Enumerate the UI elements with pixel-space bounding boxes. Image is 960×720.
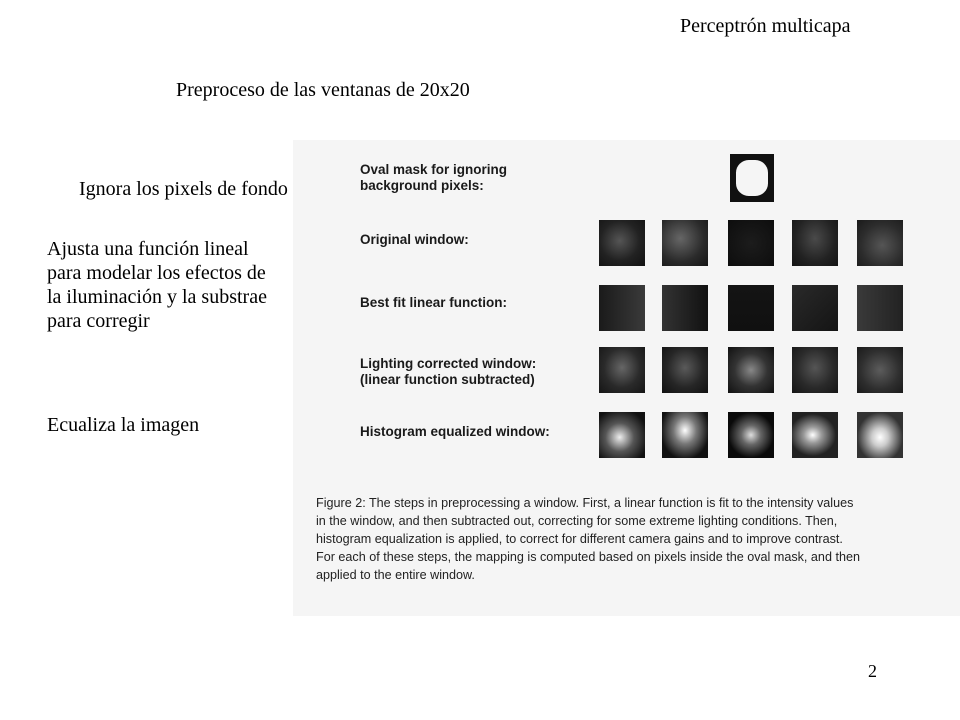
caption-line: Figure 2: The steps in preprocessing a window. First, a linear function is fit to the intensity values [316,496,854,510]
slide-subtitle: Preproceso de las ventanas de 20x20 [176,79,470,101]
face-thumbnail [728,285,774,331]
face-thumbnail [662,347,708,393]
face-thumbnail [662,412,708,458]
caption-line: applied to the entire window. [316,568,475,582]
label-oval-mask [360,162,507,194]
step-linear-fit [47,237,327,333]
face-thumbnail [599,412,645,458]
face-thumbnail [857,347,903,393]
caption-line: For each of these steps, the mapping is computed based on pixels inside the oval mask, and then [316,550,860,564]
face-thumbnail [792,220,838,266]
step-ignore-background: Ignora los pixels de fondo [79,178,288,200]
label-lighting-corrected [360,356,536,388]
face-thumbnail [792,347,838,393]
slide-title: Perceptrón multicapa [680,15,851,37]
preprocessing-figure [293,140,960,616]
face-thumbnail [662,285,708,331]
face-thumbnail [599,347,645,393]
caption-line: histogram equalization is applied, to correct for different camera gains and to improve contrast. [316,532,843,546]
label-lighting-line: (linear function subtracted) [360,372,535,387]
figure-caption [316,494,956,584]
face-thumbnail [728,412,774,458]
page-number: 2 [868,661,877,681]
face-thumbnail [599,220,645,266]
face-thumbnail [792,412,838,458]
face-thumbnail [728,347,774,393]
step-linear-fit-line: Ajusta una función lineal [47,238,249,260]
oval-mask-image [730,154,774,202]
caption-line: in the window, and then subtracted out, correcting for some extreme lighting conditions. Then, [316,514,838,528]
face-thumbnail [599,285,645,331]
step-linear-fit-line: para modelar los efectos de [47,262,266,284]
label-oval-mask-line: Oval mask for ignoring [360,162,508,177]
label-lighting-line: Lighting corrected window: [360,356,537,371]
face-thumbnail [728,220,774,266]
step-linear-fit-line: para corregir [47,310,150,332]
face-thumbnail [857,220,903,266]
label-histogram-equalized: Histogram equalized window: [360,424,550,439]
step-equalize: Ecualiza la imagen [47,414,200,436]
face-thumbnail [857,412,903,458]
face-thumbnail [662,220,708,266]
label-original-window: Original window: [360,232,469,247]
label-oval-mask-line: background pixels: [360,178,484,193]
step-linear-fit-line: la iluminación y la substrae [47,286,267,308]
face-thumbnail [857,285,903,331]
face-thumbnail [792,285,838,331]
label-linear-function: Best fit linear function: [360,295,508,310]
